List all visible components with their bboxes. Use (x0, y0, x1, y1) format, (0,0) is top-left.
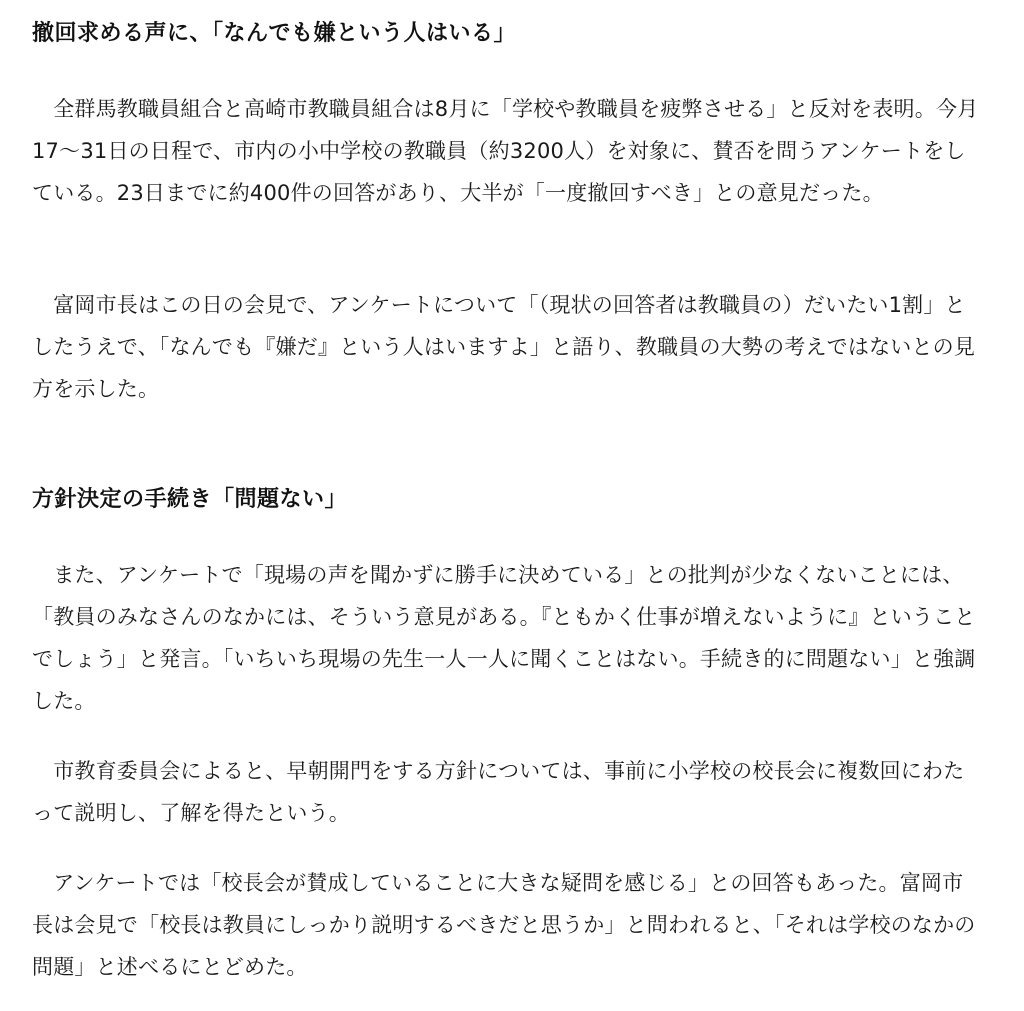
section-heading-procedure: 方針決定の手続き「問題ない」 (32, 487, 348, 512)
section-heading-retraction: 撤回求める声に、「なんでも嫌という人はいる」 (32, 21, 517, 46)
article-paragraph: アンケートでは「校長会が賛成していることに大きな疑問を感じる」との回答もあった。富岡市長は会見で「校長は教員にしっかり説明するべきだと思うか」と問われると、「それは学校のなかの問題」と述べるにとどめた。 (32, 871, 976, 979)
article-paragraph: 全群馬教職員組合と高崎市教職員組合は8月に「学校や教職員を疲弊させる」と反対を表明。今月17〜31日の日程で、市内の小中学校の教職員（約3200人）を対象に、賛否を問うアンケートをしている。23日までに約400件の回答があり、大半が「一度撤回すべき」との意見だった。 (32, 97, 979, 205)
article-paragraph: 市教育委員会によると、早朝開門をする方針については、事前に小学校の校長会に複数回にわたって説明し、了解を得たという。 (32, 759, 965, 825)
article-paragraph: また、アンケートで「現場の声を聞かずに勝手に決めている」との批判が少なくないことには、「教員のみなさんのなかには、そういう意見がある。『ともかく仕事が増えないように』ということでしょう」と発言。「いちいち現場の先生一人一人に聞くことはない。手続き的に問題ない」と強調した。 (32, 563, 976, 713)
article-paragraph: 富岡市長はこの日の会見で、アンケートについて「（現状の回答者は教職員の）だいたい1割」としたうえで、「なんでも『嫌だ』という人はいますよ」と語り、教職員の大勢の考えではないとの見方を示した。 (32, 293, 976, 401)
